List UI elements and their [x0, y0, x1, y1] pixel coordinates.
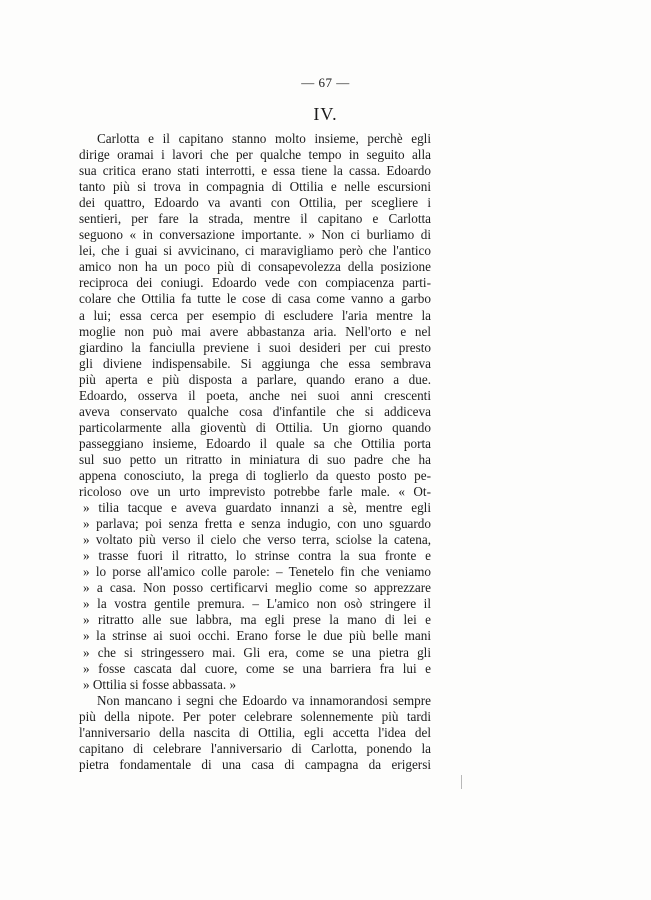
text-line: ricoloso ove un urto imprevisto potrebbe farle male. « Ot-: [79, 484, 431, 500]
quote-line: » la vostra gentile premura. – L'amico non osò stringere il: [83, 596, 431, 612]
text-line: giardino la fanciulla previene i suoi desideri per cui presto: [79, 339, 431, 355]
text-line: più della nipote. Per poter celebrare solennemente più tardi: [79, 708, 431, 724]
quote-line: » trasse fuori il ritratto, lo strinse contra la sua fronte e: [83, 548, 431, 564]
text-line: sua critica erano stati interrotti, e essa tiene la cassa. Edoardo: [79, 163, 431, 179]
text-line: Carlotta e il capitano stanno molto insieme, perchè egli: [97, 131, 431, 146]
scan-mark: [461, 775, 462, 789]
text-line: sentieri, per fare la strada, mentre il capitano e Carlotta: [79, 211, 431, 227]
text-line: amico non ha un poco più di consapevolezza della posizione: [79, 259, 431, 275]
text-line: reciproca dei coniugi. Edoardo vede con compiacenza parti-: [79, 275, 431, 291]
text-line: capitano di celebrare l'anniversario di Carlotta, ponendo la: [79, 740, 431, 756]
quote-line: » fosse cascata dal cuore, come se una barriera fra lui e: [83, 660, 431, 676]
quote-line: » lo porse all'amico colle parole: – Tenetelo fin che veniamo: [83, 564, 431, 580]
quote-line: » parlava; poi senza fretta e senza indugio, con uno sguardo: [83, 516, 431, 532]
text-line: l'anniversario della nascita di Ottilia, egli accetta l'idea del: [79, 724, 431, 740]
quote-line: » voltato più verso il cielo che verso terra, sciolse la catena,: [83, 532, 431, 548]
page-number: — 67 —: [301, 75, 350, 90]
text-line: Edoardo, osserva il poeta, anche nei suoi anni crescenti: [79, 387, 431, 403]
text-line: pietra fondamentale di una casa di campagna da erigersi: [79, 756, 431, 772]
text-line: gli diviene indispensabile. Si aggiunga che essa sembrava: [79, 355, 431, 371]
quote-line: » la strinse ai suoi occhi. Erano forse le due più belle mani: [83, 628, 431, 644]
text-line: dirige oramai i lavori che per qualche tempo in seguito alla: [79, 147, 431, 163]
chapter-title: IV.: [313, 104, 338, 124]
quote-line: » tilia tacque e aveva guardato innanzi a sè, mentre egli: [83, 500, 431, 516]
text-line: lei, che i guai si avvicinano, ci maravigliamo però che l'antico: [79, 243, 431, 259]
text-line: seguono « in conversazione importante. » Non ci burliamo di: [79, 227, 431, 243]
text-line: tanto più si trova in compagnia di Ottilia e nelle escursioni: [79, 179, 431, 195]
quote-line: » che si stringessero mai. Gli era, come se una pietra gli: [83, 644, 431, 660]
quote-line: » Ottilia si fosse abbassata. »: [83, 676, 237, 692]
text-line: particolarmente alla gioventù di Ottilia. Un giorno quando: [79, 419, 431, 435]
body-text: [79, 131, 431, 773]
quote-line: » ritratto alle sue labbra, ma egli prese la mano di lei e: [83, 612, 431, 628]
text-line: a lui; essa cerca per esempio di escludere l'aria mentre la: [79, 307, 431, 323]
text-line: sul suo petto un ritratto in miniatura di suo padre che ha: [79, 451, 431, 467]
text-line: aveva conservato qualche cosa d'infantile che si addiceva: [79, 403, 431, 419]
text-line: dei quattro, Edoardo va avanti con Ottilia, per scegliere i: [79, 195, 431, 211]
text-line: appena conosciuto, la prega di toglierlo da questo posto pe-: [79, 467, 431, 483]
text-line: Non mancano i segni che Edoardo va innamorandosi sempre: [97, 692, 431, 708]
text-line: moglie non può mai avere abbastanza aria. Nell'orto e nel: [79, 323, 431, 339]
text-line: colare che Ottilia fa tutte le cose di casa come vanno a garbo: [79, 291, 431, 307]
text-line: più aperta e più disposta a parlare, quando erano a due.: [79, 371, 431, 387]
quote-line: » a casa. Non posso certificarvi meglio come so apprezzare: [83, 580, 431, 596]
text-line: passeggiano insieme, Edoardo il quale sa che Ottilia porta: [79, 435, 431, 451]
